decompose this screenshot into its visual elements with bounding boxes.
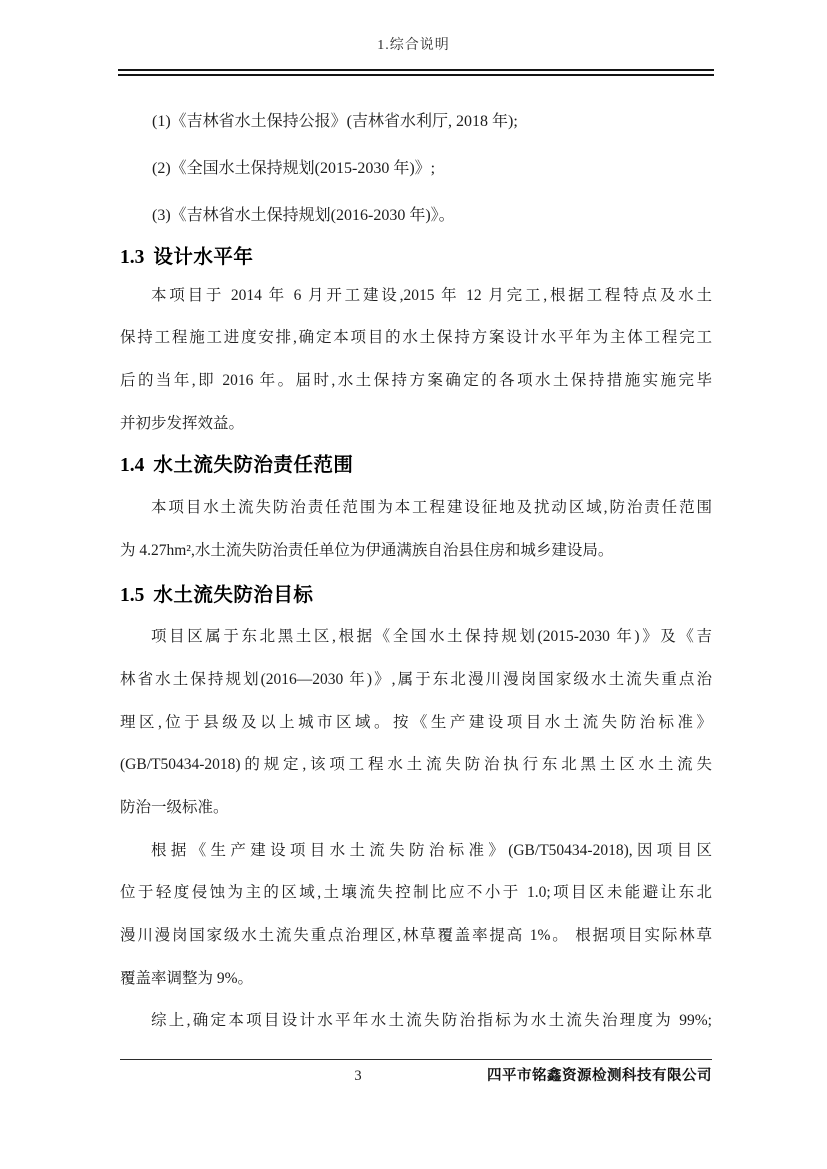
paragraph bbox=[120, 275, 712, 446]
section-heading bbox=[120, 239, 712, 275]
content-column bbox=[120, 98, 712, 1044]
text-line: 根据《生产建设项目水土流失防治标准》(GB/T50434-2018),因项目区 bbox=[151, 841, 712, 859]
text-line: (GB/T50434-2018)的规定,该项工程水土流失防治执行东北黑土区水土流失 bbox=[120, 756, 712, 774]
footer-page-number: 3 bbox=[354, 1068, 362, 1084]
text-line: 并初步发挥效益。 bbox=[120, 414, 245, 432]
paragraph bbox=[120, 487, 712, 572]
text-line: 本项目于 2014 年 6 月开工建设,2015 年 12 月完工,根据工程特点及水土 bbox=[151, 286, 712, 304]
reference-item: (1)《吉林省水土保持公报》(吉林省水利厅, 2018 年); bbox=[152, 112, 518, 130]
reference-item: (3)《吉林省水土保持规划(2016-2030 年)》。 bbox=[152, 206, 455, 224]
section bbox=[120, 239, 712, 446]
text-line: 保持工程施工进度安排,确定本项目的水土保持方案设计水平年为主体工程完工 bbox=[120, 329, 712, 347]
text-line: 林省水土保持规划(2016—2030 年)》,属于东北漫川漫岗国家级水土流失重点治 bbox=[120, 670, 712, 688]
text-line: 项目区属于东北黑土区,根据《全国水土保持规划(2015-2030 年)》及《吉 bbox=[151, 628, 712, 646]
section-title: 水土流失防治目标 bbox=[153, 583, 314, 606]
header-title: 1.综合说明 bbox=[377, 38, 450, 53]
text-line: 本项目水土流失防治责任范围为本工程建设征地及扰动区域,防治责任范围 bbox=[151, 499, 712, 517]
section-title: 水土流失防治责任范围 bbox=[153, 454, 354, 477]
reference-list bbox=[120, 98, 712, 239]
page-footer bbox=[120, 1059, 712, 1089]
section-number: 1.3 bbox=[120, 246, 145, 268]
section bbox=[120, 447, 712, 572]
text-line: 后的当年,即 2016 年。届时,水土保持方案确定的各项水土保持措施实施完毕 bbox=[120, 371, 712, 389]
text-line: 位于轻度侵蚀为主的区域,土壤流失控制比应不小于 1.0;项目区未能避让东北 bbox=[120, 884, 712, 902]
footer-rule bbox=[120, 1059, 712, 1060]
text-line: 防治一级标准。 bbox=[120, 798, 229, 816]
section-number: 1.4 bbox=[120, 455, 145, 477]
reference-item: (2)《全国水土保持规划(2015-2030 年)》; bbox=[152, 159, 436, 177]
paragraph bbox=[120, 830, 712, 1001]
text-line: 理区,位于县级及以上城市区域。按《生产建设项目水土流失防治标准》 bbox=[120, 713, 712, 731]
sections-container bbox=[120, 239, 712, 1044]
text-line: 为 4.27hm²,水土流失防治责任单位为伊通满族自治县住房和城乡建设局。 bbox=[120, 541, 614, 559]
section-heading bbox=[120, 447, 712, 483]
text-line: 漫川漫岗国家级水土流失重点治理区,林草覆盖率提高 1%。 根据项目实际林草 bbox=[120, 926, 712, 944]
text-line: 覆盖率调整为 9%。 bbox=[120, 969, 254, 987]
section bbox=[120, 577, 712, 1043]
footer-company-name: 四平市铭鑫资源检测科技有限公司 bbox=[487, 1068, 712, 1084]
paragraph bbox=[120, 616, 712, 829]
section-number: 1.5 bbox=[120, 584, 145, 606]
section-title: 设计水平年 bbox=[153, 245, 254, 268]
header-double-rule bbox=[118, 69, 714, 76]
section-heading bbox=[120, 577, 712, 613]
text-line: 综上,确定本项目设计水平年水土流失防治指标为水土流失治理度为 99%; bbox=[151, 1012, 712, 1030]
footer-row bbox=[120, 1063, 712, 1089]
paragraph bbox=[120, 1000, 712, 1043]
